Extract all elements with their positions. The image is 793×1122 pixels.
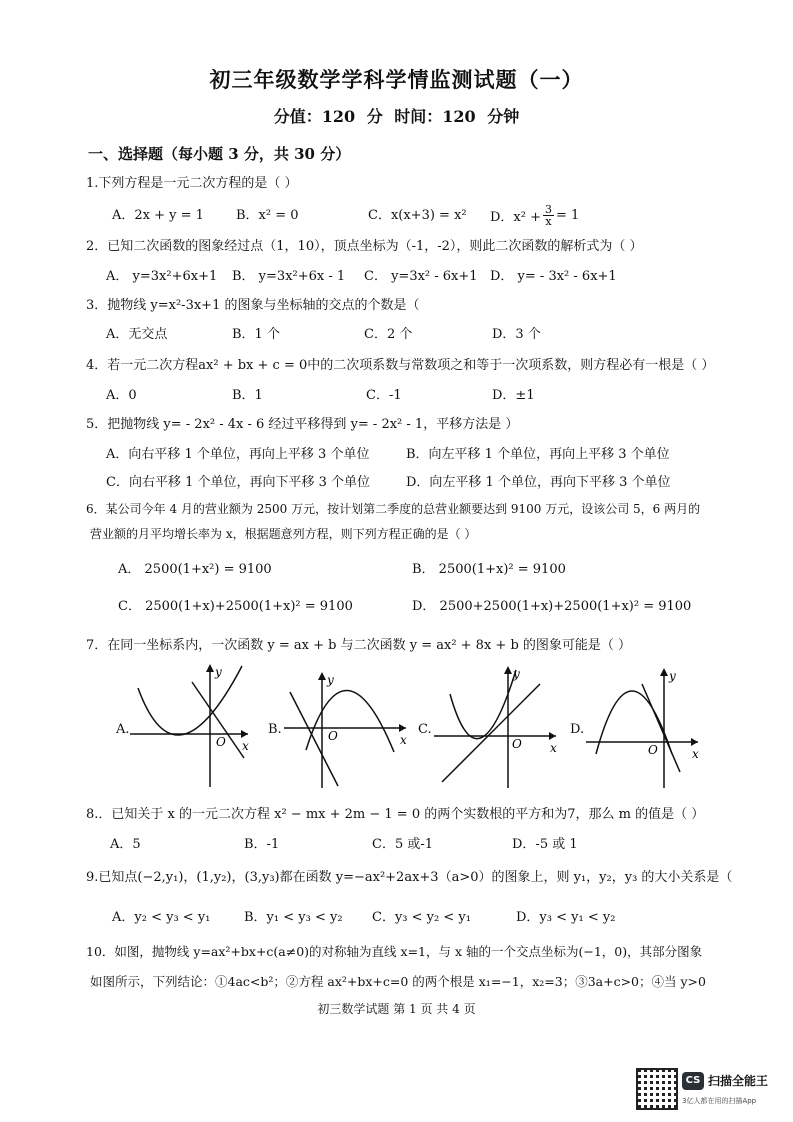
q7-graph-c xyxy=(434,664,564,790)
q7-option-d-label: D. xyxy=(570,722,585,737)
q2-stem: 2．已知二次函数的图象经过点（1，10），顶点坐标为（-1，-2），则此二次函数的解析式为（ ） xyxy=(86,239,643,254)
q7-graph-b-origin: O xyxy=(328,729,338,743)
q1-option-d xyxy=(490,204,579,227)
q2-option-b: B． y=3x²+6x - 1 xyxy=(232,269,346,284)
q8-option-c: C．5 或-1 xyxy=(372,837,434,852)
q1-option-d-prefix: D．x² + xyxy=(490,210,541,225)
q1-option-b: B．x² = 0 xyxy=(236,208,299,223)
q7-graph-a-origin: O xyxy=(216,735,226,749)
q7-stem: 7．在同一坐标系内，一次函数 y = ax + b 与二次函数 y = ax² + 8x + b 的图象可能是（ ） xyxy=(86,638,632,653)
q8-option-b: B．-1 xyxy=(244,837,280,852)
q6-stem-line1: 6．某公司今年 4 月的营业额为 2500 万元，按计划第二季度的总营业额要达到 9100 万元，设该公司 5，6 两月的 xyxy=(86,502,701,516)
q5-option-b: B．向左平移 1 个单位，再向上平移 3 个单位 xyxy=(406,447,670,462)
q10-stem-line2: 如图所示，下列结论：①4ac<b²；②方程 ax²+bx+c=0 的两个根是 x₁=−1，x₂=3；③3a+c>0；④当 y>0 xyxy=(90,974,706,989)
q7-graph-d xyxy=(586,666,710,790)
q9-option-b: B．y₁ < y₃ < y₂ xyxy=(244,910,343,925)
q10-stem-line1: 10．如图，抛物线 y=ax²+bx+c(a≠0)的对称轴为直线 x=1，与 x 轴的一个交点坐标为(−1，0)，其部分图象 xyxy=(86,944,703,959)
q1-fraction-numerator: 3 xyxy=(545,203,552,216)
q4-option-b: B．1 xyxy=(232,388,263,403)
q7-graph-c-x-label: x xyxy=(550,741,557,755)
q7-graph-a-y-label: y xyxy=(215,665,222,679)
page-title: 初三年级数学学科学情监测试题（一） xyxy=(209,67,584,92)
q3-option-a: A．无交点 xyxy=(106,327,168,342)
q9-option-c: C．y₃ < y₂ < y₁ xyxy=(372,910,471,925)
q7-option-c-label: C. xyxy=(418,722,432,737)
q8-option-a: A．5 xyxy=(110,837,141,852)
q9-stem: 9.已知点(−2,y₁)，(1,y₂)，(3,y₃)都在函数 y=−ax²+2ax+3（a>0）的图象上，则 y₁，y₂，y₃ 的大小关系是（ xyxy=(86,870,733,885)
q7-graph-b-y-label: y xyxy=(327,673,334,687)
score-time-info: 分值：120 分 时间：120 分钟 xyxy=(273,107,520,126)
q3-stem: 3．抛物线 y=x²-3x+1 的图象与坐标轴的交点的个数是（ xyxy=(86,298,420,313)
q1-option-a: A．2x + y = 1 xyxy=(112,208,204,223)
q7-option-a-label: A. xyxy=(116,722,130,737)
camscanner-logo: CS xyxy=(682,1072,704,1090)
q9-option-a: A．y₂ < y₃ < y₁ xyxy=(112,910,211,925)
q8-option-d: D．-5 或 1 xyxy=(512,837,578,852)
q1-option-d-fraction xyxy=(543,204,554,227)
q7-graph-a-x-label: x xyxy=(242,739,249,753)
q2-option-c: C． y=3x² - 6x+1 xyxy=(364,269,478,284)
camscanner-tagline: 3亿人都在用的扫描App xyxy=(682,1097,757,1105)
q7-graph-d-y-label: y xyxy=(669,669,676,683)
q6-option-d: D． 2500+2500(1+x)+2500(1+x)² = 9100 xyxy=(412,599,692,614)
q4-option-c: C．-1 xyxy=(366,388,402,403)
q1-fraction-denominator: x xyxy=(545,215,552,228)
q8-stem: 8.．已知关于 x 的一元二次方程 x² − mx + 2m − 1 = 0 的两个实数根的平方和为7，那么 m 的值是（ ） xyxy=(86,807,705,822)
q6-option-c: C． 2500(1+x)+2500(1+x)² = 9100 xyxy=(118,599,353,614)
q4-option-d: D．±1 xyxy=(492,388,535,403)
q2-option-d: D． y= - 3x² - 6x+1 xyxy=(490,269,617,284)
section-heading-choice: 一、选择题（每小题 3 分，共 30 分） xyxy=(88,145,351,163)
q7-graph-c-y-label: y xyxy=(513,667,520,681)
q5-option-c: C．向右平移 1 个单位，再向下平移 3 个单位 xyxy=(106,475,371,490)
qr-code-icon xyxy=(636,1068,678,1110)
q9-option-d: D．y₃ < y₁ < y₂ xyxy=(516,910,616,925)
q3-option-c: C．2 个 xyxy=(364,327,413,342)
q3-option-b: B．1 个 xyxy=(232,327,280,342)
q4-option-a: A．0 xyxy=(106,388,137,403)
q7-graph-c-origin: O xyxy=(512,737,522,751)
q3-option-d: D．3 个 xyxy=(492,327,541,342)
q6-option-b: B． 2500(1+x)² = 9100 xyxy=(412,562,566,577)
q7-graph-d-x-label: x xyxy=(692,747,699,761)
q7-graph-b-x-label: x xyxy=(400,733,407,747)
q6-option-a: A． 2500(1+x²) = 9100 xyxy=(118,562,272,577)
page-footer: 初三数学试题 第 1 页 共 4 页 xyxy=(317,1002,476,1016)
camscanner-name: 扫描全能王 xyxy=(708,1074,769,1088)
q1-option-d-suffix: = 1 xyxy=(556,208,580,223)
q6-stem-line2: 营业额的月平均增长率为 x，根据题意列方程，则下列方程正确的是（ ） xyxy=(90,527,477,541)
q7-graph-a xyxy=(130,662,260,790)
q4-stem: 4．若一元二次方程ax² + bx + c = 0中的二次项系数与常数项之和等于一次项系数，则方程必有一根是（ ） xyxy=(86,358,715,373)
q7-graph-b xyxy=(284,670,414,790)
q5-option-a: A．向右平移 1 个单位，再向上平移 3 个单位 xyxy=(106,447,370,462)
q7-option-b-label: B. xyxy=(268,722,282,737)
q1-option-c: C．x(x+3) = x² xyxy=(368,208,467,223)
q7-graph-d-origin: O xyxy=(648,743,658,757)
q5-option-d: D．向左平移 1 个单位，再向下平移 3 个单位 xyxy=(406,475,671,490)
q5-stem: 5．把抛物线 y= - 2x² - 4x - 6 经过平移得到 y= - 2x² - 1，平移方法是 ） xyxy=(86,417,519,432)
q2-option-a: A． y=3x²+6x+1 xyxy=(106,269,218,284)
q1-stem: 1.下列方程是一元二次方程的是（ ） xyxy=(86,176,298,191)
